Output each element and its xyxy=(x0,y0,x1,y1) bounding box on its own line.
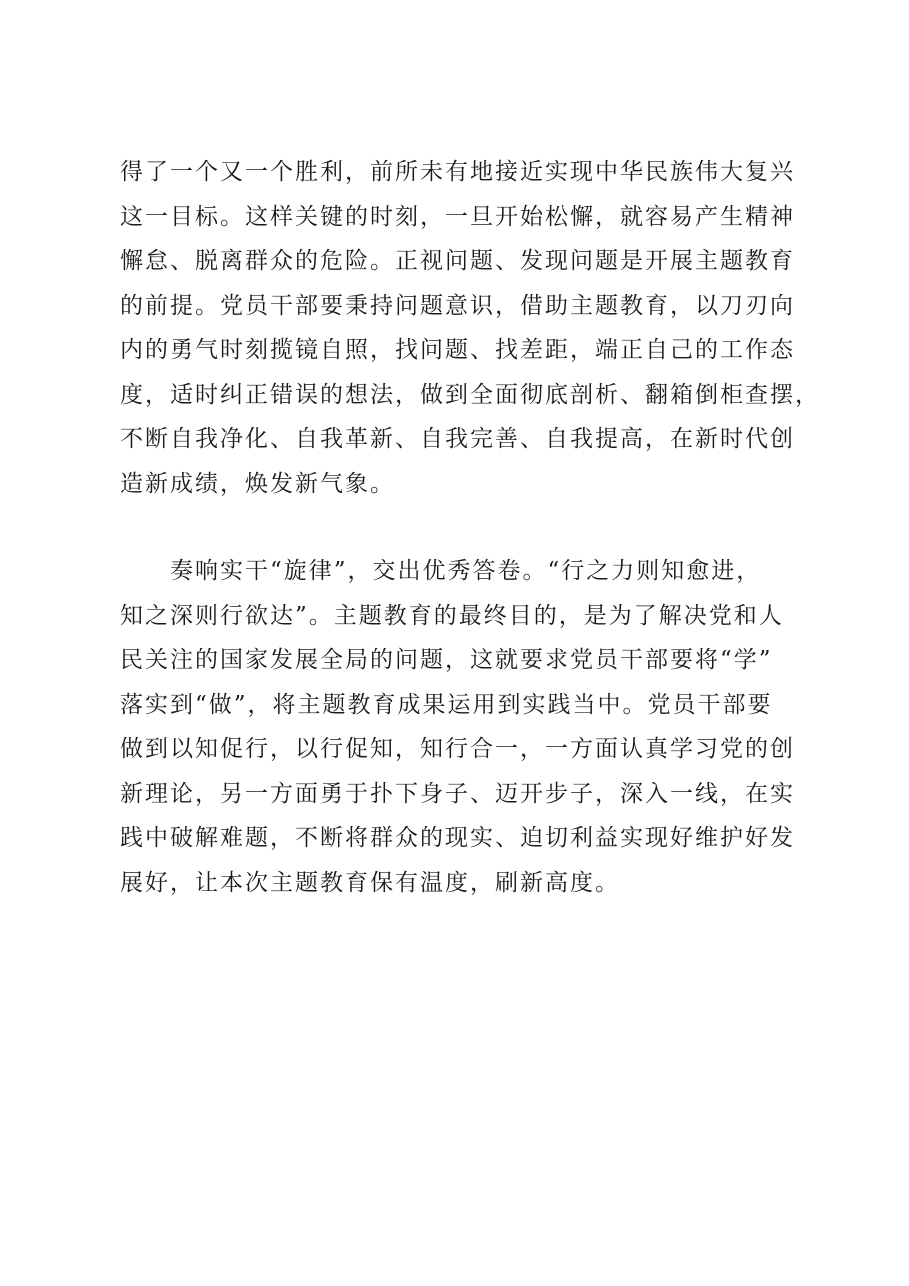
paragraph-line: 内的勇气时刻揽镜自照，找问题、找差距，端正自己的工作态 xyxy=(120,337,795,363)
paragraph-line: 知之深则行欲达”。主题教育的最终目的，是为了解决党和人 xyxy=(120,602,784,629)
paragraph-line: 民关注的国家发展全局的问题，这就要求党员干部要将“学” xyxy=(120,647,773,673)
paragraph-line: 的前提。党员干部要秉持问题意识，借助主题教育，以刀刃向 xyxy=(120,292,795,319)
paragraph-line: 新理论，另一方面勇于扑下身子、迈开步子，深入一线，在实 xyxy=(120,780,795,807)
paragraph-line: 践中破解难题，不断将群众的现实、迫切利益实现好维护好发 xyxy=(120,825,795,851)
paragraph-line: 这一目标。这样关键的时刻，一旦开始松懈，就容易产生精神 xyxy=(120,203,795,230)
paragraph-line: 展好，让本次主题教育保有温度，刷新高度。 xyxy=(120,869,620,896)
paragraph-line: 懈怠、脱离群众的危险。正视问题、发现问题是开展主题教育 xyxy=(120,248,795,274)
paragraph-line: 做到以知促行，以行促知，知行合一，一方面认真学习党的创 xyxy=(120,736,795,762)
paragraph-line: 造新成绩，焕发新气象。 xyxy=(120,470,395,497)
paragraph-line: 度，适时纠正错误的想法，做到全面彻底剖析、翻箱倒柜查摆， xyxy=(120,381,820,408)
paragraph-line: 落实到“做”，将主题教育成果运用到实践当中。党员干部要 xyxy=(120,691,773,718)
paragraph-line: 得了一个又一个胜利，前所未有地接近实现中华民族伟大复兴 xyxy=(120,159,795,185)
paragraph-line: 不断自我净化、自我革新、自我完善、自我提高，在新时代创 xyxy=(120,426,795,452)
paragraph-2 xyxy=(120,549,820,905)
paragraph-line: 奏响实干“旋律”，交出优秀答卷。“行之力则知愈进， xyxy=(120,558,762,584)
paragraph-1 xyxy=(120,150,820,506)
